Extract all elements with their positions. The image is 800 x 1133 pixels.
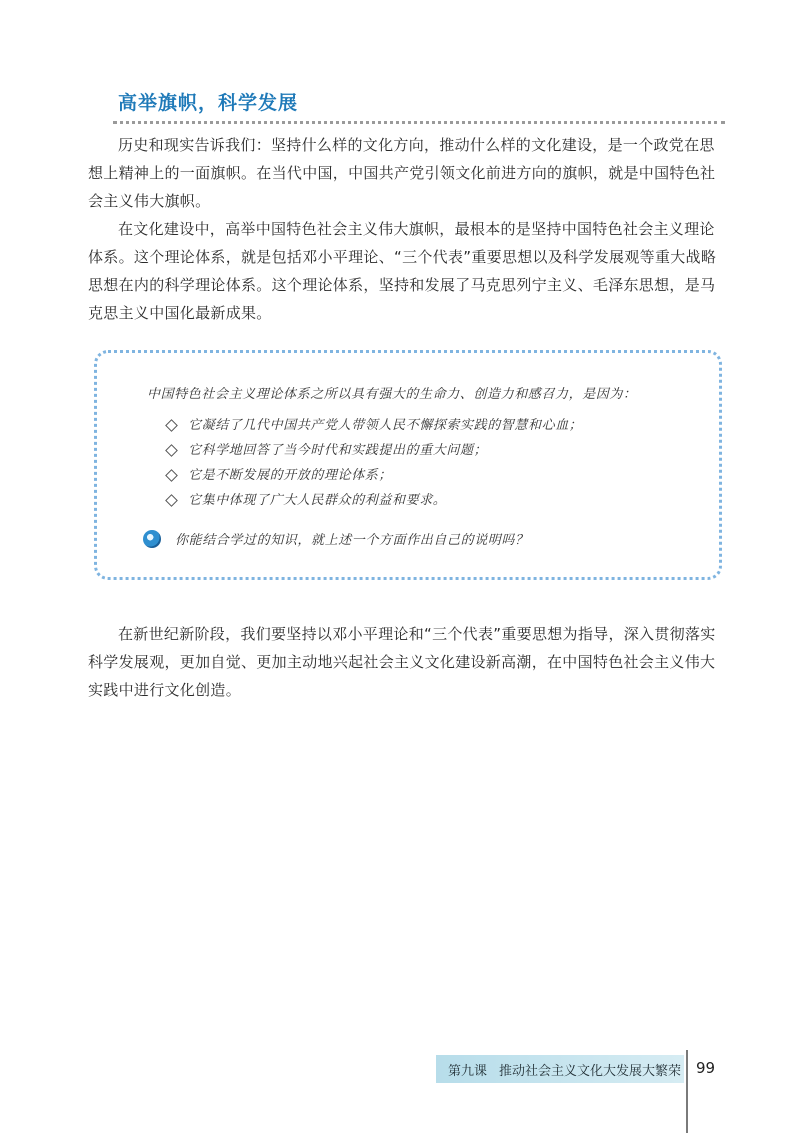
diamond-bullet-icon (165, 494, 178, 507)
discussion-box (94, 350, 722, 580)
title-dotted-rule (113, 121, 725, 124)
list-item: 它凝结了几代中国共产党人带领人民不懈探索实践的智慧和心血； (167, 413, 582, 438)
paragraph-3: 在新世纪新阶段，我们要坚持以邓小平理论和“三个代表”重要思想为指导，深入贯彻落实科学发展观，更加自觉、更加主动地兴起社会主义文化建设新高潮，在中国特色社会主义伟大实践中进行文化创造。 (88, 625, 716, 699)
section-title: 高举旗帜，科学发展 (118, 92, 299, 114)
paragraph-1: 历史和现实告诉我们：坚持什么样的文化方向，推动什么样的文化建设，是一个政党在思想上精神上的一面旗帜。在当代中国，中国共产党引领文化前进方向的旗帜，就是中国特色社会主义伟大旗帜。 (88, 136, 716, 210)
list-item: 它集中体现了广大人民群众的利益和要求。 (167, 488, 582, 513)
paragraph-2: 在文化建设中，高举中国特色社会主义伟大旗帜，最根本的是坚持中国特色社会主义理论体系。这个理论体系，就是包括邓小平理论、“三个代表”重要思想以及科学发展观等重大战略思想在内的科学理论体系。这个理论体系，坚持和发展了马克思列宁主义、毛泽东思想，是马克思主义中国化最新成果。 (88, 220, 717, 322)
diamond-bullet-icon (165, 469, 178, 482)
footer-lesson-title: 推动社会主义文化大发展大繁荣 (499, 1063, 682, 1079)
box-intro: 中国特色社会主义理论体系之所以具有强大的生命力、创造力和感召力，是因为： (147, 387, 637, 402)
footer-divider (686, 1050, 688, 1133)
list-item: 它是不断发展的开放的理论体系； (167, 463, 582, 488)
question-bullet-icon (143, 530, 161, 548)
footer-lesson-number: 第九课 (448, 1063, 488, 1079)
discussion-question: 你能结合学过的知识，就上述一个方面作出自己的说明吗？ (143, 529, 529, 548)
box-list (167, 413, 582, 513)
list-item: 它科学地回答了当今时代和实践提出的重大问题； (167, 438, 582, 463)
diamond-bullet-icon (165, 419, 178, 432)
footer-lesson-bar (436, 1055, 684, 1083)
diamond-bullet-icon (165, 444, 178, 457)
page-number: 99 (696, 1059, 716, 1077)
